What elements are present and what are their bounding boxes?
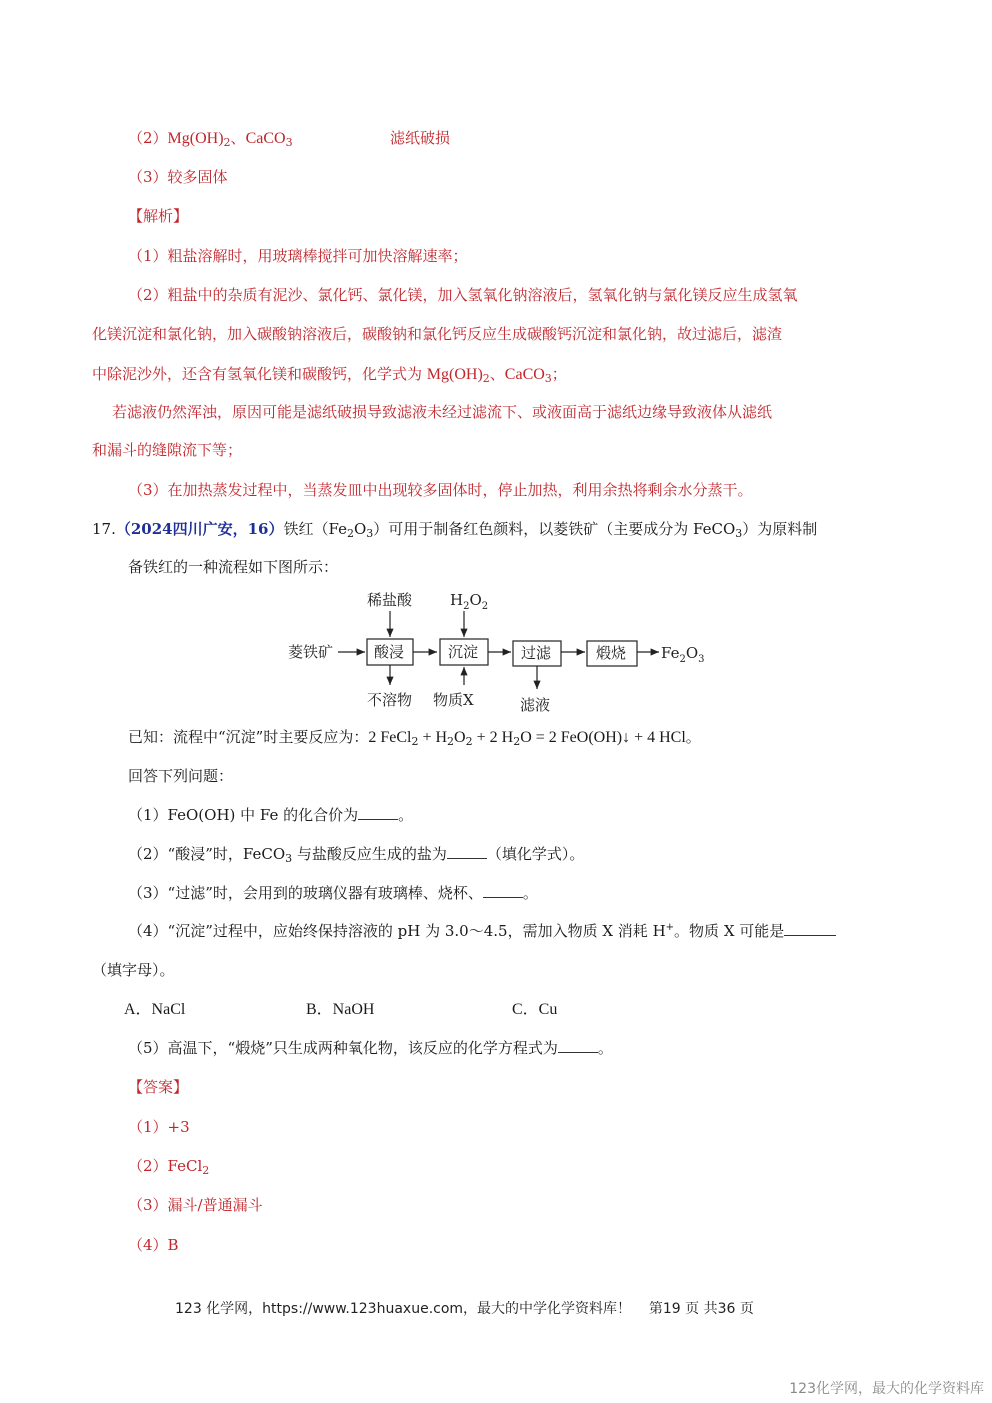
prev-answer-3: （3）较多固体 bbox=[128, 168, 228, 186]
formula: O bbox=[454, 729, 466, 746]
superscript: + bbox=[665, 922, 675, 933]
flow-product bbox=[661, 644, 705, 665]
answer-3: （3）漏斗/普通漏斗 bbox=[128, 1196, 263, 1214]
formula: Mg(OH) bbox=[167, 130, 224, 147]
text: Fe bbox=[661, 644, 680, 662]
formula: CaCO bbox=[504, 366, 545, 383]
watermark: 123化学网，最大的化学资料库 bbox=[789, 1381, 984, 1397]
page-number: 第19 页 共36 页 bbox=[648, 1301, 754, 1317]
analysis-heading: 【解析】 bbox=[128, 207, 189, 225]
sub-question-4 bbox=[128, 921, 836, 941]
subscript: 3 bbox=[285, 852, 293, 865]
known-reaction bbox=[128, 727, 701, 748]
sub-question-4-line2: （填字母）。 bbox=[92, 961, 175, 979]
subscript: 3 bbox=[366, 527, 374, 540]
flow-step-4: 煅烧 bbox=[596, 644, 627, 662]
question-source: （2024四川广安，16） bbox=[115, 520, 284, 538]
subscript: 3 bbox=[735, 527, 743, 540]
subscript: 2 bbox=[513, 735, 521, 748]
subscript: 2 bbox=[679, 654, 686, 665]
text: H bbox=[450, 591, 464, 609]
flow-out-insoluble: 不溶物 bbox=[367, 691, 413, 709]
footer-text: 123 化学网，https://www.123huaxue.com，最大的中学化学资料库！ bbox=[175, 1301, 632, 1317]
flow-step-2: 沉淀 bbox=[448, 643, 479, 661]
subscript: 2 bbox=[202, 1164, 210, 1177]
analysis-p3-line1: 若滤液仍然浑浊，原因可能是滤纸破损导致滤液未经过滤流下、或液面高于滤纸边缘导致液体从滤纸 bbox=[112, 403, 773, 421]
analysis-p2-line3 bbox=[92, 364, 567, 385]
question-17-intro bbox=[92, 519, 817, 539]
text: （2）FeCl bbox=[128, 1157, 203, 1175]
subscript: 2 bbox=[346, 527, 354, 540]
sub-question-5 bbox=[128, 1038, 613, 1058]
flow-diagram bbox=[280, 585, 720, 720]
analysis-p2-line2: 化镁沉淀和氯化钠，加入碳酸钠溶液后，碳酸钠和氯化钙反应生成碳酸钙沉淀和氯化钠，故过滤后，滤渣 bbox=[92, 325, 783, 343]
subscript: 2 bbox=[223, 136, 231, 149]
text: 已知：流程中“沉淀”时主要反应为： bbox=[128, 728, 369, 746]
flow-step-1: 酸浸 bbox=[374, 643, 405, 661]
answer-4: （4）B bbox=[128, 1236, 179, 1254]
text: 与盐酸反应生成的盐为 bbox=[292, 845, 447, 863]
answer-1: （1）+3 bbox=[128, 1118, 190, 1136]
sub-question-3 bbox=[128, 883, 538, 903]
prev-answer-2 bbox=[128, 128, 293, 149]
flow-out-filtrate: 滤液 bbox=[520, 696, 551, 714]
end: 。 bbox=[522, 884, 538, 902]
subscript: 3 bbox=[544, 372, 552, 385]
text: O bbox=[685, 644, 699, 662]
analysis-p4: （3）在加热蒸发过程中，当蒸发皿中出现较多固体时，停止加热，利用余热将剩余水分蒸干。 bbox=[128, 481, 753, 499]
formula: O = 2 FeO(OH)↓ + 4 HCl bbox=[520, 729, 686, 746]
sub-question-2 bbox=[128, 844, 584, 864]
subscript: 2 bbox=[465, 735, 473, 748]
text: （2）“酸浸”时，FeCO bbox=[128, 845, 286, 863]
sep: 、 bbox=[230, 129, 246, 147]
formula: + 2 H bbox=[472, 729, 514, 746]
subscript: 2 bbox=[482, 372, 490, 385]
question-number: 17. bbox=[92, 520, 116, 538]
text: 铁红（Fe bbox=[283, 520, 347, 538]
option-c: C．Cu bbox=[512, 1001, 558, 1018]
text: （1）FeO(OH) 中 Fe 的化合价为 bbox=[128, 806, 359, 824]
subscript: 3 bbox=[698, 654, 705, 665]
option-b: B．NaOH bbox=[306, 1001, 375, 1018]
answer-prompt: 回答下列问题： bbox=[128, 767, 234, 785]
flow-in-x: 物质X bbox=[433, 691, 474, 709]
label: （2） bbox=[128, 129, 168, 147]
page-footer bbox=[175, 1298, 754, 1318]
subscript: 3 bbox=[285, 136, 293, 149]
text: ）可用于制备红色颜料，以菱铁矿（主要成分为 FeCO bbox=[373, 520, 736, 538]
analysis-p3-line2: 和漏斗的缝隙流下等； bbox=[92, 441, 243, 459]
end: 。 bbox=[398, 806, 414, 824]
formula: Mg(OH) bbox=[426, 366, 483, 383]
text: （3）“过滤”时，会用到的玻璃仪器有玻璃棒、烧杯、 bbox=[128, 884, 483, 902]
formula: CaCO bbox=[245, 130, 286, 147]
flow-step-3: 过滤 bbox=[521, 644, 552, 662]
subscript: 2 bbox=[481, 601, 489, 612]
flow-reagent-acid: 稀盐酸 bbox=[367, 591, 413, 609]
sub-question-1 bbox=[128, 805, 413, 825]
option-a: A．NaCl bbox=[124, 1001, 186, 1018]
subscript: 2 bbox=[411, 735, 419, 748]
answer-blank bbox=[447, 844, 487, 859]
answer-blank bbox=[358, 805, 398, 820]
text: （5）高温下，“煅烧”只生成两种氧化物，该反应的化学方程式为 bbox=[128, 1039, 558, 1057]
answer-2 bbox=[128, 1156, 209, 1176]
flow-reagent-h2o2 bbox=[450, 591, 488, 612]
text: 。物质 X 可能是 bbox=[674, 922, 785, 940]
formula: + H bbox=[418, 729, 448, 746]
answers-heading: 【答案】 bbox=[128, 1078, 189, 1096]
answer-blank bbox=[784, 921, 836, 936]
answer-blank bbox=[483, 883, 523, 898]
end: ； bbox=[551, 365, 567, 383]
analysis-p1: （1）粗盐溶解时，用玻璃棒搅拌可加快溶解速率； bbox=[128, 247, 468, 265]
end: 。 bbox=[685, 728, 701, 746]
sep: 、 bbox=[489, 365, 505, 383]
end: 。 bbox=[597, 1039, 613, 1057]
text: （4）“沉淀”过程中，应始终保持溶液的 pH 为 3.0～4.5，需加入物质 X 消耗 H bbox=[128, 922, 666, 940]
text: ）为原料制 bbox=[742, 520, 818, 538]
subscript: 2 bbox=[463, 601, 470, 612]
end: （填化学式）。 bbox=[486, 845, 585, 863]
question-17-intro-line2: 备铁红的一种流程如下图所示： bbox=[128, 558, 339, 576]
answer-blank bbox=[558, 1038, 598, 1053]
prev-answer-2-extra: 滤纸破损 bbox=[390, 129, 451, 147]
formula: 2 FeCl bbox=[368, 729, 412, 746]
text: O bbox=[353, 520, 367, 538]
analysis-p2-line1: （2）粗盐中的杂质有泥沙、氯化钙、氯化镁，加入氢氧化钠溶液后，氢氧化钠与氯化镁反应生成氢氧 bbox=[128, 286, 798, 304]
text: 中除泥沙外，还含有氢氧化镁和碳酸钙，化学式为 bbox=[92, 365, 427, 383]
flow-input: 菱铁矿 bbox=[288, 643, 334, 661]
subscript: 2 bbox=[447, 735, 455, 748]
text: O bbox=[469, 591, 482, 609]
